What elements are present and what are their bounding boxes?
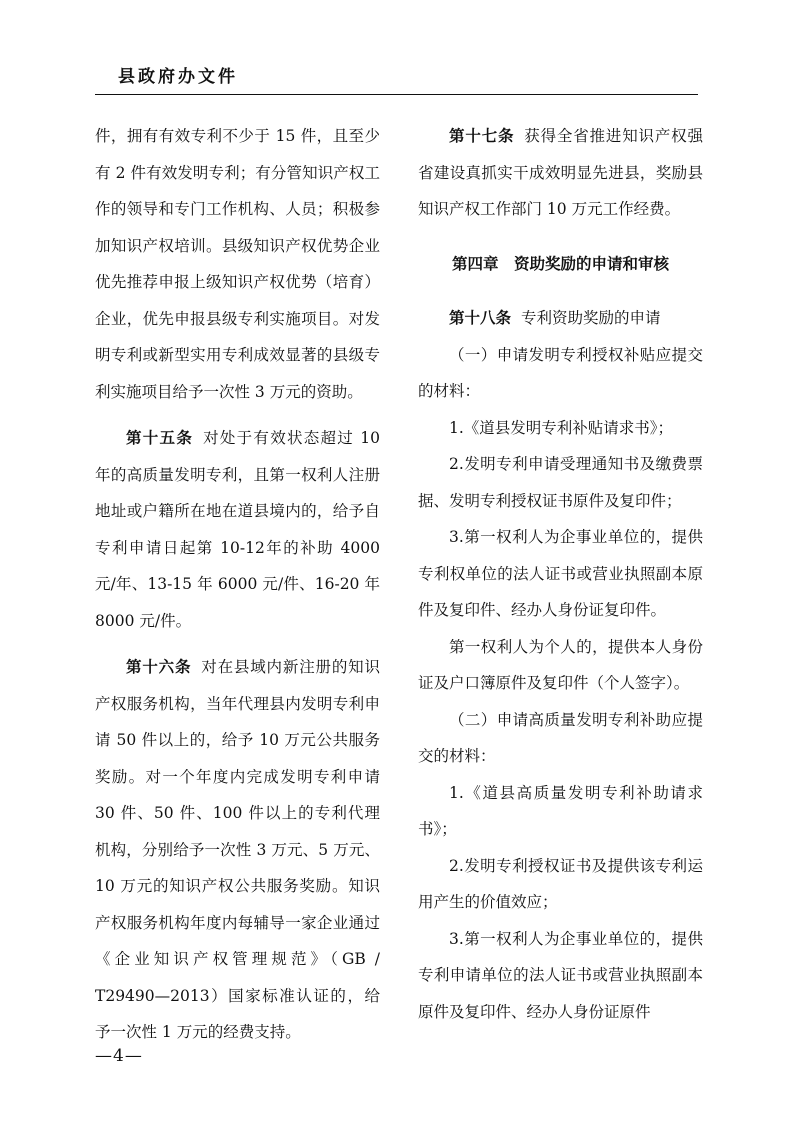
article-16 (95, 649, 380, 1051)
page-number: —4— (95, 1046, 143, 1066)
article-17-text: 获得全省推进知识产权强省建设真抓实干成效明显先进县，奖励县知识产权工作部门 10 万元工作经费。 (418, 127, 703, 218)
article-17 (418, 118, 703, 228)
document-header-title: 县政府办文件 (118, 67, 238, 87)
article-18-label: 第十八条 (449, 309, 512, 327)
section-1-item-4: 第一权利人为个人的，提供本人身份证及户口簿原件及复印件（个人签字）。 (418, 637, 703, 692)
header-divider (95, 94, 698, 95)
section-1-item-3: 3.第一权利人为企事业单位的，提供专利权单位的法人证书或营业执照副本原件及复印件、经办人身份证复印件。 (418, 528, 703, 619)
article-15 (95, 420, 380, 639)
article-17-label: 第十七条 (449, 127, 515, 145)
article-16-text: 对在县域内新注册的知识产权服务机构，当年代理县内发明专利申请 50 件以上的，给予 10 万元公共服务奖励。对一个年度内完成发明专利申请 30 件、50 件、100 件以上的专利代理机构，分别给予一次性 3 万元、5 万元、10 万元的知识产权公共服务奖励。知识产权服务机构年度内每辅导一家企业通过《企业知识产权管理规范》（GB / T29490—2013）国家标准认证的，给予一次性 1 万元的经费支持。 (95, 658, 380, 1041)
article-16-label: 第十六条 (126, 658, 192, 676)
section-1-item-2: 2.发明专利申请受理通知书及缴费票据、发明专利授权证书原件及复印件； (418, 455, 703, 510)
right-column (418, 118, 703, 1030)
article-15-label: 第十五条 (126, 429, 194, 447)
section-1-item-1: 1.《道县发明专利补贴请求书》； (449, 418, 674, 437)
article-18-text: 专利资助奖励的申请 (521, 309, 661, 327)
section-1-heading: （一）申请发明专利授权补贴应提交的材料： (418, 345, 703, 400)
section-2-item-3: 3.第一权利人为企事业单位的，提供专利申请单位的法人证书或营业执照副本原件及复印件、经办人身份证原件 (418, 929, 703, 1021)
left-column (95, 118, 380, 1051)
article-18 (418, 300, 703, 337)
section-2-item-2: 2.发明专利授权证书及提供该专利运用产生的价值效应； (418, 856, 703, 911)
paragraph-continuation: 件，拥有有效专利不少于 15 件，且至少有 2 件有效发明专利；有分管知识产权工作的领导和专门工作机构、人员；积极参加知识产权培训。县级知识产权优势企业优先推荐申报上级知识产权优势（培育）企业，优先申报县级专利实施项目。对发明专利或新型实用专利成效显著的县级专利实施项目给予一次性 3 万元的资助。 (95, 127, 380, 401)
section-2-item-1: 1.《道县高质量发明专利补助请求书》； (418, 783, 703, 838)
article-15-text: 对处于有效状态超过 10 年的高质量发明专利，且第一权利人注册地址或户籍所在地在道县境内的，给予自专利申请日起第 10-12年的补助 4000元/年、13-15 年 6000 元/件、16-20 年 8000 元/件。 (95, 429, 380, 630)
chapter-4-heading: 第四章 资助奖励的申请和审核 (451, 254, 669, 273)
section-2-heading: （二）申请高质量发明专利补助应提交的材料： (418, 710, 703, 765)
